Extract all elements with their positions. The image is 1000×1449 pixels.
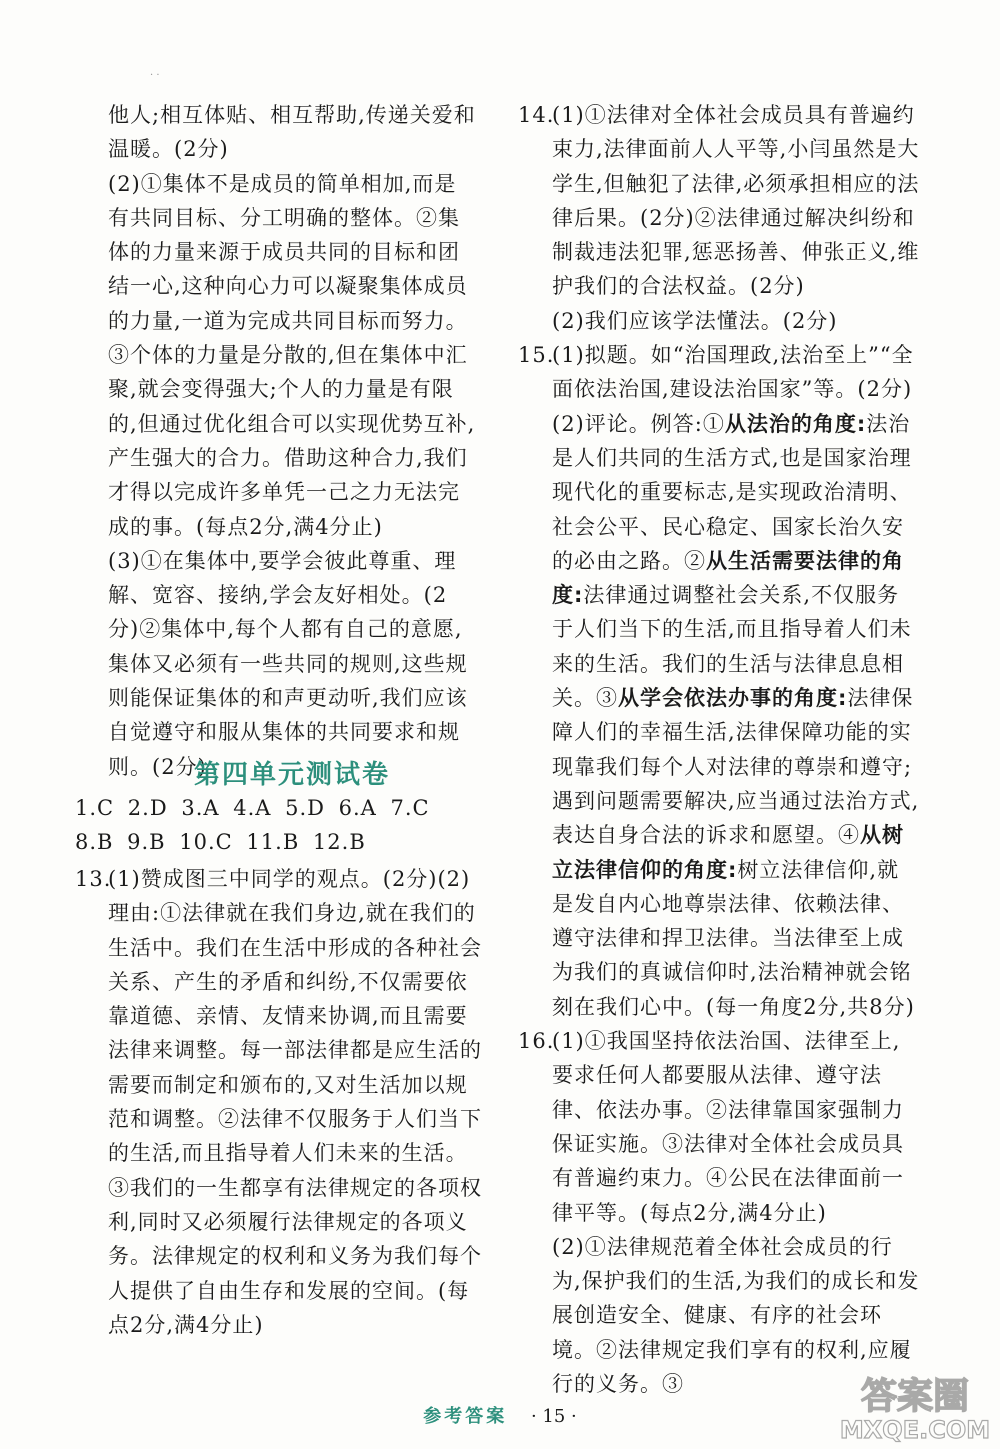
- question-15-part2: [552, 407, 920, 1024]
- question-13-number: 13.: [75, 867, 112, 891]
- watermark-url: MXQE.COM: [840, 1416, 990, 1444]
- right-column: [518, 98, 920, 1401]
- question-16: [518, 1024, 920, 1401]
- unit-four-test-title: 第四单元测试卷: [193, 760, 390, 790]
- question-15-number: 15.: [518, 343, 555, 368]
- question-15-part1: (1)拟题。如“治国理政,法治至上”“全面依法治国,建设法治国家”等。(2分): [552, 343, 914, 402]
- q15-angle-4: 从树立法律信仰的角度:: [552, 823, 904, 882]
- q15-text-c: 法律通过调整社会关系,不仅服务于人们当下的生活,而且指导着人们未来的生活。我们的生活与法律息息相关。③: [552, 583, 912, 711]
- question-14: [518, 98, 920, 338]
- q15-text-b: 法治是人们共同的生活方式,也是国家治理现代化的重要标志,是实现政治清明、社会公平、民心稳定、国家长治久安的必由之路。②: [552, 411, 912, 573]
- left-column: [108, 98, 476, 784]
- page-number: · 15 ·: [530, 1406, 577, 1427]
- question-16-number: 16.: [518, 1029, 555, 1054]
- question-14-number: 14.: [518, 103, 555, 127]
- question-14-part2: (2)我们应该学法懂法。(2分): [552, 308, 838, 333]
- watermark-icon: [840, 1368, 990, 1444]
- multiple-choice-answers-1: 1.C 2.D 3.A 4.A 5.D 6.A 7.C: [75, 796, 430, 820]
- watermark-logo: [840, 1368, 990, 1444]
- footer-title: 参考答案: [423, 1406, 508, 1427]
- answer-12-part2: (2)①集体不是成员的简单相加,而是有共同目标、分工明确的整体。②集体的力量来源于成员共同的目标和团结一心,这种向心力可以凝聚集体成员的力量,一道为完成共同目标而努力。③个体的力量是分散的,但在集体中汇聚,就会变得强大;个人的力量是有限的,但通过优化组合可以实现优势互补,产生强大的合力。借助这种合力,我们才得以完成许多单凭一己之力无法完成的事。(每点2分,满4分止): [108, 171, 476, 539]
- question-15: [518, 338, 920, 1024]
- question-14-part1: (1)①法律对全体社会成员具有普遍约束力,法律面前人人平等,小闫虽然是大学生,但触犯了法律,必须承担相应的法律后果。(2分)②法律通过解决纠纷和制裁违法犯罪,惩恶扬善、伸张正义,维护我们的合法权益。(2分): [552, 103, 920, 299]
- answer-12-continued: 他人;相互体贴、相互帮助,传递关爱和温暖。(2分): [108, 103, 476, 162]
- question-13-answer: (1)赞成图三中同学的观点。(2分)(2)理由:①法律就在我们身边,就在我们的生活中。我们在生活中形成的各种社会关系、产生的矛盾和纠纷,不仅需要依靠道德、亲情、友情来协调,而且需要法律来调整。每一部法律都是应生活的需要而制定和颁布的,又对生活加以规范和调整。②法律不仅服务于人们当下的生活,而且指导着人们未来的生活。③我们的一生都享有法律规定的各项权利,同时又必须履行法律规定的各项义务。法律规定的权利和义务为我们每个人提供了自由生存和发展的空间。(每点2分,满4分止): [108, 867, 482, 1337]
- watermark-text: 答案圈: [860, 1376, 970, 1417]
- q15-angle-1: 从法治的角度:: [724, 411, 867, 436]
- q15-angle-3: 从学会依法办事的角度:: [618, 686, 848, 711]
- q15-text-d: 法律保障人们的幸福生活,法律保障功能的实现靠我们每个人对法律的尊崇和遵守;遇到问题需要解决,应当通过法治方式,表达自身合法的诉求和愿望。④: [552, 686, 920, 848]
- multiple-choice-answers-2: 8.B 9.B 10.C 11.B 12.B: [75, 830, 366, 854]
- q15-text-a: (2)评论。例答:①: [552, 411, 725, 436]
- q15-text-e: 树立法律信仰,就是发自内心地尊崇法律、依赖法律、遵守法律和捍卫法律。当法律至上成为我们的真诚信仰时,法治精神就会铭刻在我们心中。(每一角度2分,共8分): [552, 857, 915, 1019]
- question-13: [75, 862, 485, 1342]
- answer-12-part3: (3)①在集体中,要学会彼此尊重、理解、宽容、接纳,学会友好相处。(2分)②集体中,每个人都有自己的意愿,集体又必须有一些共同的规则,这些规则能保证集体的和声更动听,我们应该自觉遵守和服从集体的共同要求和规则。(2分): [108, 548, 468, 779]
- scan-marks: · ·: [150, 70, 160, 81]
- question-16-part2: (2)①法律规范着全体社会成员的行为,保护我们的生活,为我们的成长和发展创造安全、健康、有序的社会环境。②法律规定我们享有的权利,应履行的义务。③: [552, 1234, 920, 1396]
- question-16-part1: (1)①我国坚持依法治国、法律至上,要求任何人都要服从法律、遵守法律、依法办事。②法律靠国家强制力保证实施。③法律对全体社会成员具有普遍约束力。④公民在法律面前一律平等。(每点2分,满4分止): [552, 1029, 904, 1225]
- q15-angle-2: 从生活需要法律的角度:: [552, 548, 904, 608]
